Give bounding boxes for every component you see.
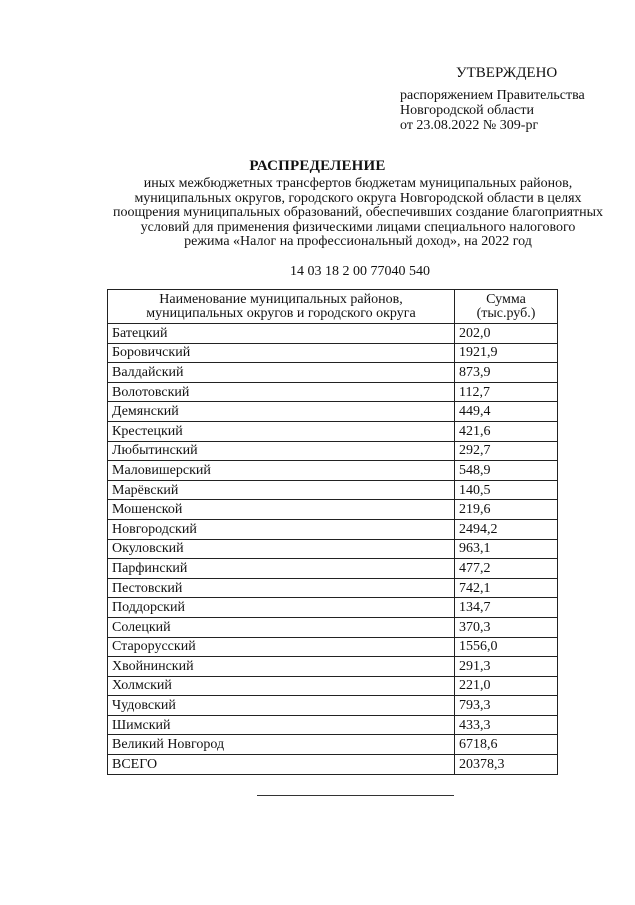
district-amount: 1556,0: [455, 637, 558, 657]
approval-line: Новгородской области: [400, 103, 534, 118]
table-total-row: [108, 755, 558, 775]
district-name: Крестецкий: [108, 421, 455, 441]
district-amount: 477,2: [455, 559, 558, 579]
district-name: Новгородский: [108, 519, 455, 539]
district-name: Великий Новгород: [108, 735, 455, 755]
distribution-table: [107, 289, 558, 775]
table-row: [108, 598, 558, 618]
column-header-amount: Сумма (тыс.руб.): [455, 290, 558, 324]
approval-title: УТВЕРЖДЕНО: [456, 65, 558, 81]
district-amount: 433,3: [455, 715, 558, 735]
district-name: Окуловский: [108, 539, 455, 559]
approval-lines: [400, 88, 610, 133]
district-name: Холмский: [108, 676, 455, 696]
total-label: ВСЕГО: [108, 755, 455, 775]
district-amount: 140,5: [455, 480, 558, 500]
table-row: [108, 617, 558, 637]
district-amount: 2494,2: [455, 519, 558, 539]
table-body: [108, 324, 558, 775]
table-row: [108, 461, 558, 481]
subtitle-line: муниципальных округов, городского округа Новгородской области в целях: [134, 190, 582, 206]
subtitle-line: режима «Налог на профессиональный доход», на 2022 год: [184, 234, 532, 250]
district-amount: 449,4: [455, 402, 558, 422]
budget-code: 14 03 18 2 00 77040 540: [290, 264, 430, 279]
table-row: [108, 382, 558, 402]
district-name: Шимский: [108, 715, 455, 735]
district-name: Хвойнинский: [108, 657, 455, 677]
subtitle-line: иных межбюджетных трансфертов бюджетам муниципальных районов,: [143, 176, 573, 191]
district-amount: 202,0: [455, 324, 558, 344]
district-amount: 1921,9: [455, 343, 558, 363]
district-name: Солецкий: [108, 617, 455, 637]
district-amount: 112,7: [455, 382, 558, 402]
district-amount: 421,6: [455, 421, 558, 441]
district-name: Валдайский: [108, 363, 455, 383]
table-row: [108, 676, 558, 696]
district-name: Мошенской: [108, 500, 455, 520]
table-row: [108, 421, 558, 441]
district-name: Старорусский: [108, 637, 455, 657]
table-row: [108, 363, 558, 383]
table-row: [108, 402, 558, 422]
district-amount: 963,1: [455, 539, 558, 559]
district-name: Поддорский: [108, 598, 455, 618]
district-amount: 291,3: [455, 657, 558, 677]
district-name: Демянский: [108, 402, 455, 422]
table-header-row: [108, 290, 558, 324]
district-amount: 219,6: [455, 500, 558, 520]
district-name: Батецкий: [108, 324, 455, 344]
district-name: Парфинский: [108, 559, 455, 579]
table-row: [108, 559, 558, 579]
district-name: Маловишерский: [108, 461, 455, 481]
document-title: РАСПРЕДЕЛЕНИЕ: [249, 158, 386, 174]
district-amount: 6718,6: [455, 735, 558, 755]
table-row: [108, 519, 558, 539]
table-row: [108, 637, 558, 657]
approval-line: распоряжением Правительства: [400, 88, 585, 103]
district-amount: 548,9: [455, 461, 558, 481]
table-row: [108, 657, 558, 677]
district-amount: 873,9: [455, 363, 558, 383]
district-name: Пестовский: [108, 578, 455, 598]
district-amount: 134,7: [455, 598, 558, 618]
table-row: [108, 480, 558, 500]
table-row: [108, 539, 558, 559]
table-row: [108, 441, 558, 461]
table-row: [108, 735, 558, 755]
table-row: [108, 500, 558, 520]
district-amount: 370,3: [455, 617, 558, 637]
table-row: [108, 324, 558, 344]
column-header-name: Наименование муниципальных районов, муниципальных округов и городского округа: [108, 290, 455, 324]
district-name: Чудовский: [108, 696, 455, 716]
subtitle-line: поощрения муниципальных образований, обеспечивших создание благоприятных: [112, 205, 604, 221]
document-subtitle: [108, 177, 608, 250]
district-amount: 292,7: [455, 441, 558, 461]
district-amount: 793,3: [455, 696, 558, 716]
district-name: Любытинский: [108, 441, 455, 461]
table-row: [108, 578, 558, 598]
table-row: [108, 715, 558, 735]
district-name: Боровичский: [108, 343, 455, 363]
closing-rule: [257, 795, 454, 796]
district-amount: 221,0: [455, 676, 558, 696]
subtitle-line: условий для применения физическими лицами специального налогового: [140, 219, 576, 235]
table-row: [108, 696, 558, 716]
approval-line: от 23.08.2022 № 309-рг: [400, 118, 539, 133]
district-name: Марёвский: [108, 480, 455, 500]
total-amount: 20378,3: [455, 755, 558, 775]
table-row: [108, 343, 558, 363]
district-amount: 742,1: [455, 578, 558, 598]
district-name: Волотовский: [108, 382, 455, 402]
